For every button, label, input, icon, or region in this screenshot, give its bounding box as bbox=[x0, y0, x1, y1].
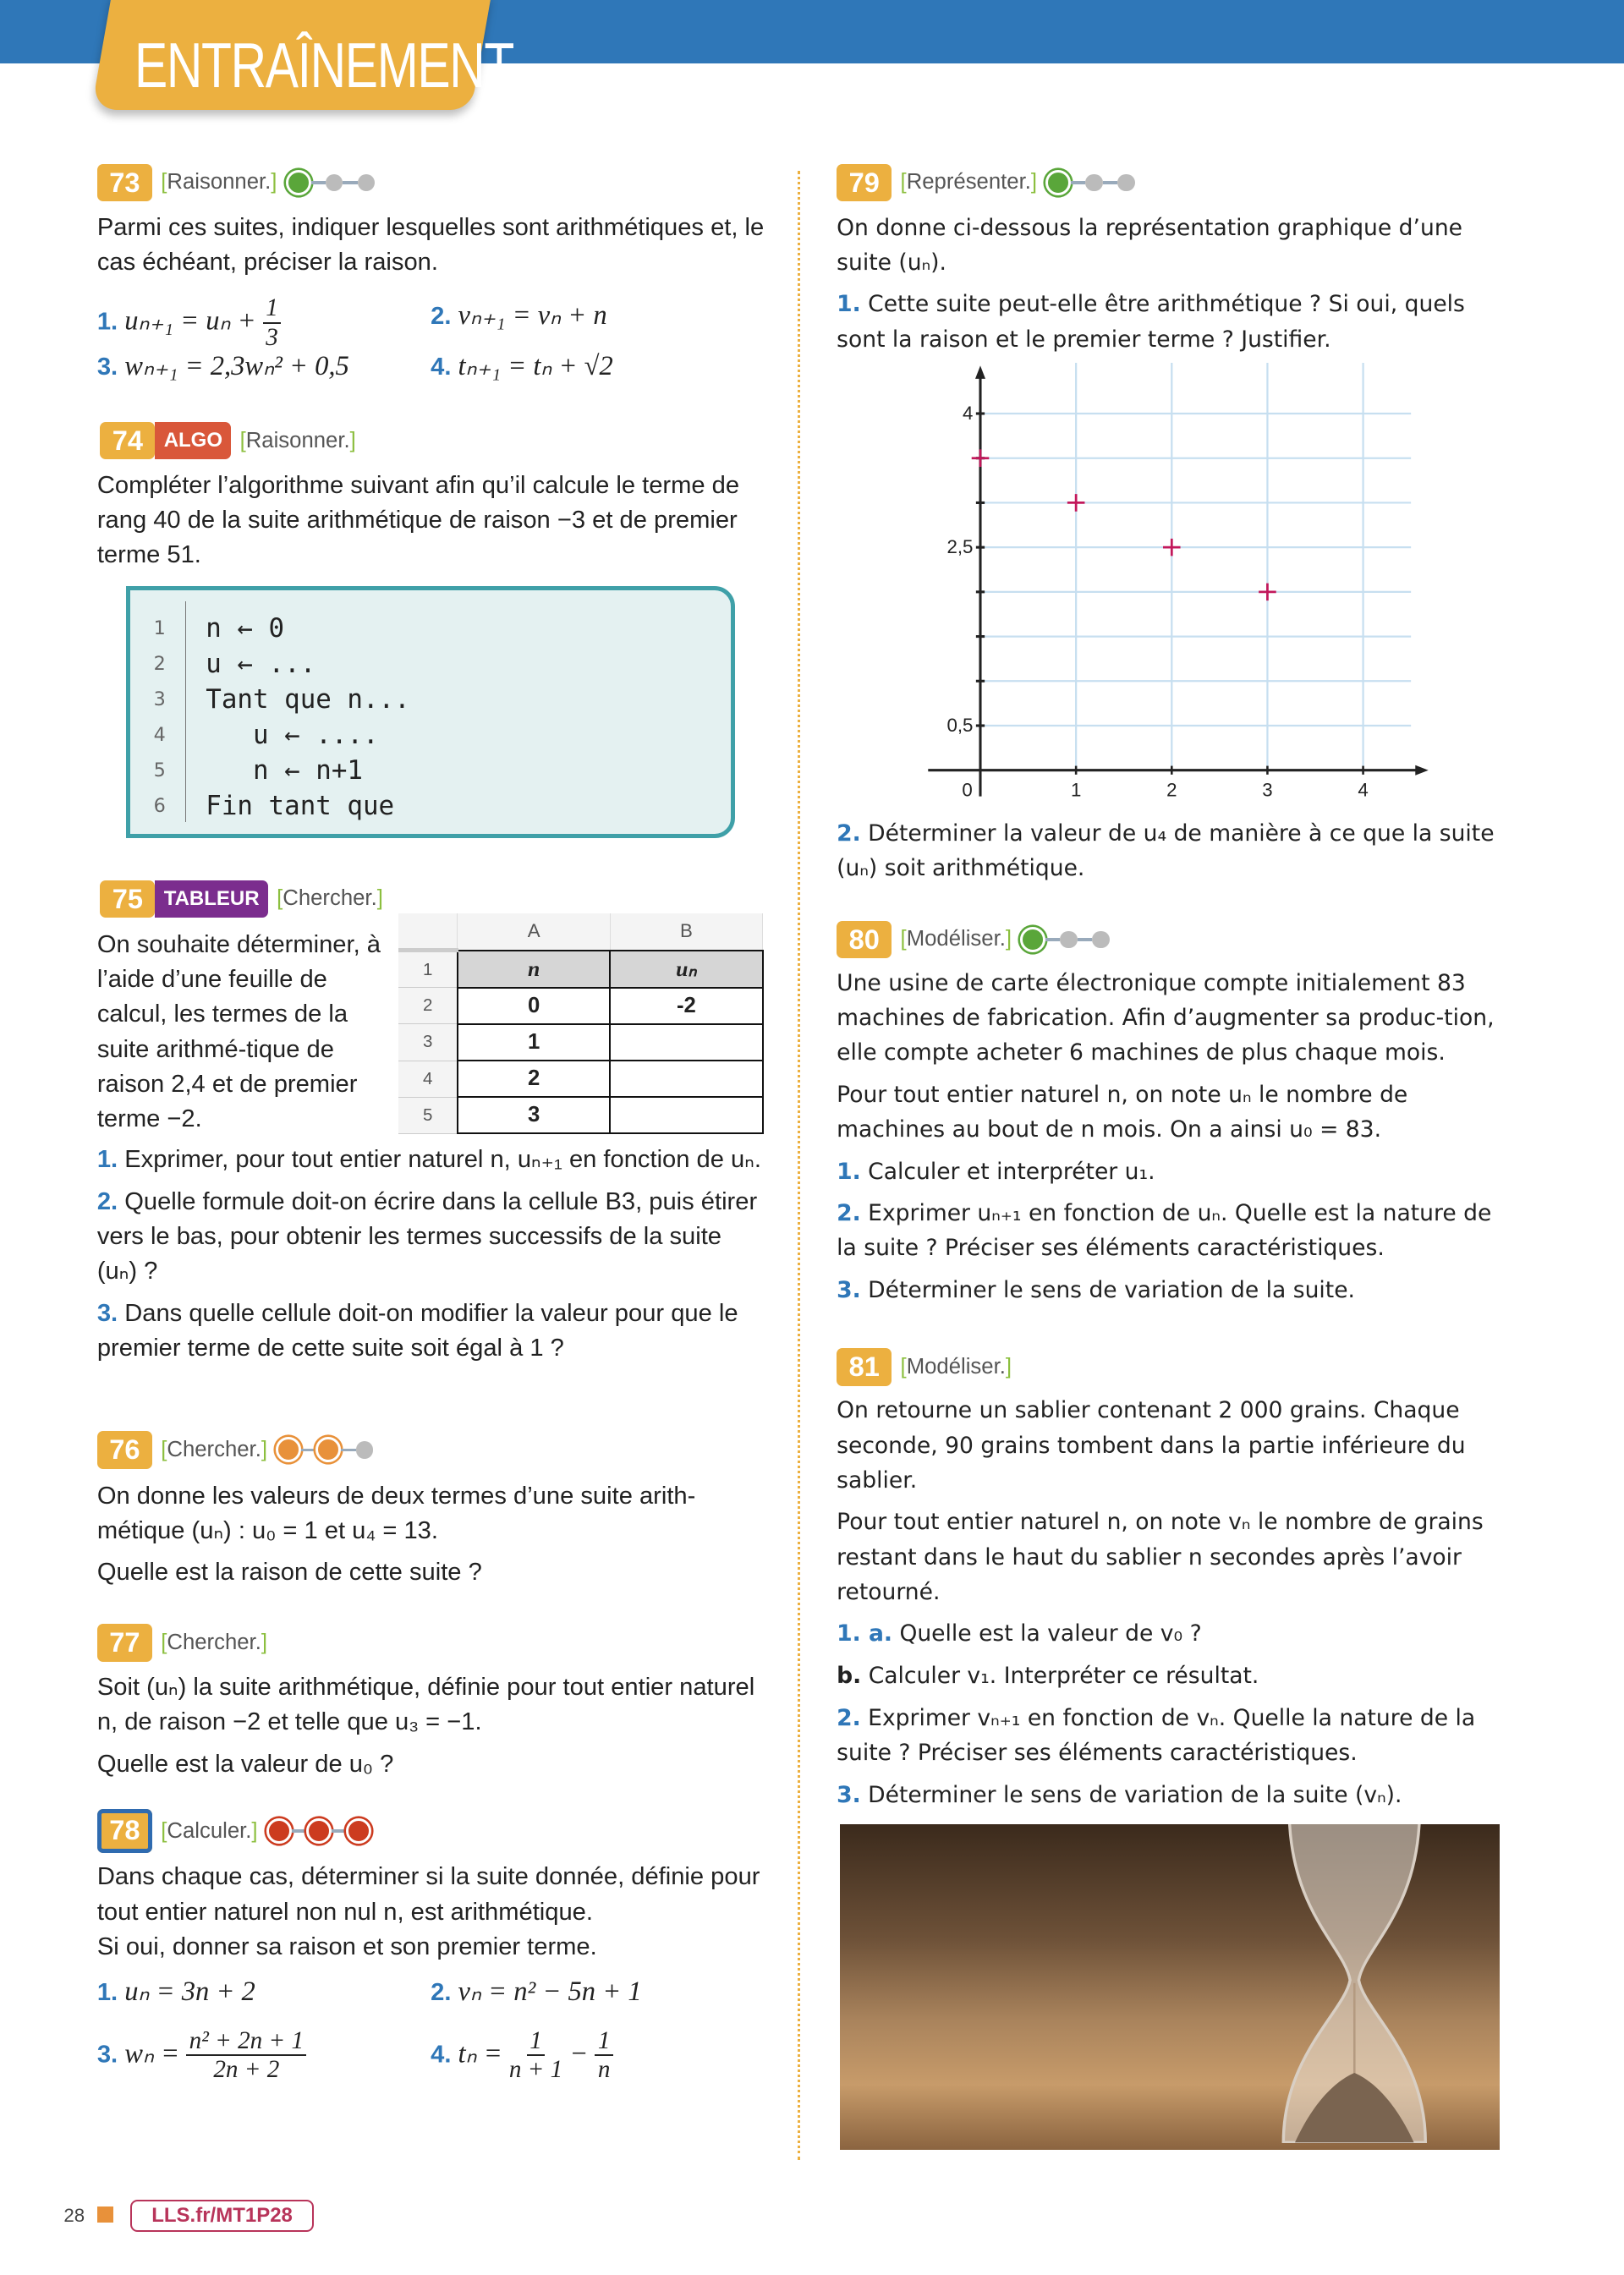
cell-a2[interactable]: 0 bbox=[458, 988, 610, 1024]
skill-label: [Raisonner.] bbox=[161, 170, 277, 195]
cell-b3[interactable] bbox=[610, 1024, 762, 1061]
sequence-chart bbox=[899, 363, 1435, 812]
x-tick-label: 4 bbox=[1358, 779, 1369, 801]
exercise-77-header bbox=[97, 1624, 267, 1662]
skill-label: [Modéliser.] bbox=[900, 927, 1012, 951]
difficulty-indicator bbox=[1020, 927, 1109, 952]
cell-b2[interactable]: -2 bbox=[610, 988, 762, 1024]
skill-label: [Chercher.] bbox=[277, 886, 383, 911]
formula-item: 4. tₙ = $\frac{1}{n + 1}$ − $\frac{1}{n}$ bbox=[431, 2027, 613, 2084]
exercise-75-questions: 1. Exprimer, pour tout entier naturel n, uₙ₊₁ en fonction de uₙ. 2. Quelle formule doit-on écrire dans la cellule B3, puis étirer vers le bas, pour obtenir les termes successifs de la suite (uₙ) ? 3. Dans quelle cellule doit-on modifier la valeur pour que le premier terme de cette suite soit égal à 1 ? bbox=[96, 1145, 761, 1362]
exercise-80-text: Une usine de carte électronique compte initialement 83 machines de fabrication. Afin d’augmenter sa produc-tion, elle compte acheter 6 machines de plus chaque mois. Pour tout entier naturel n, on note uₙ le nombre de machines au bout de n mois. On a ainsi u₀ = 83. 1. Calculer et interpréter u₁. 2. Exprimer uₙ₊₁ en fonction de uₙ. Quelle est la nature de la suite ? Préciser ses éléments caractéristiques. 3. Déterminer le sens de variation de la suite. bbox=[837, 969, 1495, 1304]
y-tick-label: 4 bbox=[962, 402, 974, 424]
formula-item: 4. tₙ₊₁ = tₙ + √2 bbox=[431, 351, 613, 382]
x-tick-label: 1 bbox=[1070, 779, 1082, 801]
formula-item: 2. vₙ = n² − 5n + 1 bbox=[431, 1976, 642, 2007]
y-tick-label: 2,5 bbox=[946, 535, 974, 557]
cell-a4[interactable]: 2 bbox=[458, 1061, 610, 1097]
cell-a3[interactable]: 1 bbox=[458, 1024, 610, 1061]
exercise-78-header bbox=[97, 1812, 371, 1850]
formula-item: 3. wₙ₊₁ = 2,3wₙ² + 0,5 bbox=[96, 351, 349, 382]
formula-item: 3. wₙ = $\frac{\text{n² + 2n + 1}}{2n + 2}$ bbox=[97, 2027, 307, 2084]
exercise-79-header bbox=[837, 164, 1135, 202]
exercise-75-header bbox=[100, 880, 383, 918]
code-line: n ← 0 bbox=[206, 612, 285, 644]
exercise-80-header bbox=[837, 921, 1110, 959]
page-number: 28 bbox=[63, 2205, 85, 2227]
exercise-number: 79 bbox=[837, 164, 892, 202]
exercise-76-header bbox=[97, 1431, 373, 1469]
exercise-number: 81 bbox=[837, 1348, 892, 1386]
x-axis-arrow bbox=[1415, 765, 1428, 775]
exercise-76-text: On donne les valeurs de deux termes d’une suite arith-métique (uₙ) : u₀ = 1 et u₄ = 13. Quelle est la raison de cette suite ? bbox=[96, 1482, 696, 1587]
exercise-number: 75 bbox=[100, 880, 155, 918]
algo-badge: ALGO bbox=[155, 422, 231, 460]
exercise-75-text: On souhaite déterminer, à l’aide d’une feuille de calcul, les termes de la suite arithmé-tique de raison 2,4 et de premier terme −2. bbox=[96, 931, 381, 1132]
algorithm-box: 1 n ← 0 2 u ← ... 3 Tant que n... 4 u ← .... 5 n ← n+1 6 Fin tant que bbox=[126, 586, 735, 838]
difficulty-indicator bbox=[286, 170, 375, 195]
exercise-number: 74 bbox=[100, 422, 155, 460]
exercise-number: 80 bbox=[837, 921, 892, 959]
hourglass-icon bbox=[1275, 1824, 1435, 2143]
section-title: ENTRAÎNEMENT bbox=[134, 30, 514, 101]
tableur-badge: TABLEUR bbox=[155, 880, 267, 918]
spreadsheet: A B 1 n uₙ 2 0 -2 3 1 4 2 5 3 bbox=[398, 913, 763, 1134]
footer-marker bbox=[97, 2206, 113, 2223]
cell-b5[interactable] bbox=[610, 1097, 762, 1133]
code-line: Tant que n... bbox=[206, 683, 410, 715]
exercise-number: 78 bbox=[97, 1809, 152, 1852]
cell-b4[interactable] bbox=[610, 1061, 762, 1097]
skill-label: [Raisonner.] bbox=[239, 428, 356, 452]
x-tick-label: 0 bbox=[962, 779, 973, 801]
skill-label: [Modéliser.] bbox=[900, 1355, 1012, 1379]
formula-item: 1. uₙ₊₁ = uₙ + $\frac{1}{3}$ bbox=[97, 294, 281, 351]
formula-item: 1. uₙ = 3n + 2 bbox=[96, 1976, 255, 2007]
data-point bbox=[1163, 538, 1181, 556]
x-tick-label: 3 bbox=[1262, 779, 1273, 801]
code-line: u ← .... bbox=[206, 719, 379, 750]
code-line: n ← n+1 bbox=[206, 754, 363, 786]
y-axis-arrow bbox=[975, 365, 985, 378]
difficulty-indicator bbox=[1045, 170, 1134, 195]
data-point bbox=[1259, 583, 1276, 600]
code-line: u ← ... bbox=[206, 648, 316, 679]
data-point bbox=[972, 449, 990, 467]
y-tick-label: 0,5 bbox=[946, 714, 974, 736]
data-point bbox=[1067, 494, 1085, 512]
difficulty-indicator bbox=[266, 1818, 371, 1844]
formula-item: 2. vₙ₊₁ = vₙ + n bbox=[431, 300, 607, 332]
exercise-81-text: On retourne un sablier contenant 2 000 grains. Chaque seconde, 90 grains tombent dans la partie inférieure du sablier. Pour tout entier naturel n, on note vₙ le nombre de grains restant dans le haut du sablier n secondes après l’avoir retourné. 1. a. Quelle est la valeur de v₀ ? b. Calculer v₁. Interpréter ce résultat. 2. Exprimer vₙ₊₁ en fonction de vₙ. Quelle la nature de la suite ? Préciser ses éléments caractéristiques. 3. Déterminer le sens de variation de la suite (vₙ). bbox=[837, 1397, 1484, 1808]
skill-label: [Calculer.] bbox=[161, 1818, 258, 1843]
code-line: Fin tant que bbox=[206, 790, 395, 821]
exercise-79-text: On donne ci-dessous la représentation graphique d’une suite (uₙ). 1. Cette suite peut-elle être arithmétique ? Si oui, quels sont la raison et le premier terme ? Justifier. bbox=[837, 214, 1465, 353]
skill-label: [Chercher.] bbox=[161, 1630, 267, 1654]
x-tick-label: 2 bbox=[1166, 779, 1177, 801]
resource-link[interactable]: LLS.fr/MT1P28 bbox=[130, 2200, 314, 2232]
exercise-78-text: Dans chaque cas, déterminer si la suite donnée, définie pour tout entier naturel non nul n, est arithmétique. Si oui, donner sa raison et son premier terme. bbox=[96, 1863, 760, 1960]
exercise-81-header bbox=[837, 1348, 1012, 1386]
difficulty-indicator bbox=[276, 1437, 373, 1462]
exercise-number: 77 bbox=[97, 1624, 152, 1662]
exercise-73-header bbox=[97, 164, 375, 202]
exercise-74-text: Compléter l’algorithme suivant afin qu’il calcule le terme de rang 40 de la suite arithmétique de raison −3 et de premier terme 51. bbox=[96, 471, 740, 568]
exercise-77-text: Soit (uₙ) la suite arithmétique, définie pour tout entier naturel n, de raison −2 et telle que u₃ = −1. Quelle est la valeur de u₀ ? bbox=[96, 1673, 755, 1778]
exercise-number: 73 bbox=[97, 164, 152, 202]
skill-label: [Chercher.] bbox=[161, 1437, 267, 1461]
skill-label: [Représenter.] bbox=[900, 170, 1038, 195]
hourglass-photo bbox=[840, 1824, 1500, 2151]
exercise-73-text: Parmi ces suites, indiquer lesquelles sont arithmétiques et, le cas échéant, préciser la raison. bbox=[96, 213, 765, 276]
exercise-74-header bbox=[100, 422, 356, 460]
exercise-79-question-2: 2. Déterminer la valeur de u₄ de manière à ce que la suite (uₙ) soit arithmétique. bbox=[837, 820, 1495, 882]
cell-a5[interactable]: 3 bbox=[458, 1097, 610, 1133]
exercise-number: 76 bbox=[97, 1431, 152, 1469]
column-divider bbox=[798, 171, 800, 2160]
